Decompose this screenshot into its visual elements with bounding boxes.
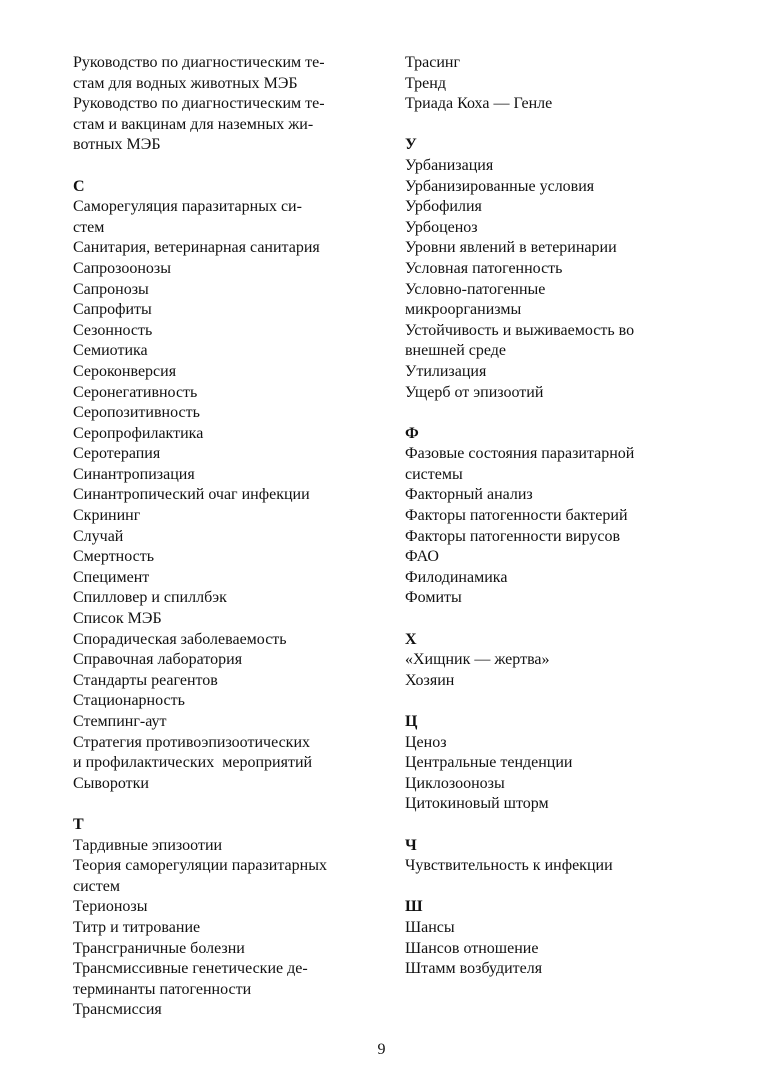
index-entry (405, 939, 695, 960)
index-entry-line: Семиотика (73, 342, 148, 360)
index-entry (73, 259, 373, 280)
section-letter-heading: Ф (405, 424, 419, 442)
index-entry-line: Фомиты (405, 589, 462, 607)
index-entry-line: Руководство по диагностическим те- (73, 95, 325, 113)
index-entry (73, 588, 373, 609)
index-entry (405, 527, 695, 548)
index-section (405, 630, 695, 692)
index-entry-line: Смертность (73, 548, 155, 566)
index-entry-line: Циклозоонозы (405, 774, 505, 792)
index-entry-line: системы (405, 465, 463, 483)
index-entry-line: Справочная лаборатория (73, 651, 243, 669)
index-entry-line: Трансмиссия (73, 1001, 162, 1019)
index-entry-line: Серопозитивность (73, 404, 200, 422)
index-entry-line: Руководство по диагностическим те- (73, 54, 325, 71)
index-entry-line: внешней среде (405, 342, 506, 360)
index-entry-line: Серотерапия (73, 445, 161, 463)
index-entry (405, 856, 695, 877)
section-letter-heading: Х (405, 630, 417, 648)
index-entry (73, 424, 373, 445)
index-entry-line: Урбофилия (405, 198, 482, 216)
index-entry-line: Филодинамика (405, 568, 508, 586)
index-entry (73, 280, 373, 301)
index-entry (405, 671, 695, 692)
index-section (405, 712, 695, 815)
index-entry-line: Триада Коха — Генле (405, 95, 553, 113)
index-entry (73, 568, 373, 589)
index-entry-line: Урбоценоз (405, 218, 478, 236)
index-entry (73, 897, 373, 918)
index-entry (405, 794, 695, 815)
index-entry-line: Спорадическая заболеваемость (73, 630, 287, 648)
index-entry-line: Серопрофилактика (73, 424, 204, 442)
index-entry (73, 774, 373, 795)
index-entry (405, 362, 695, 383)
index-entry (73, 465, 373, 486)
index-section-continued (405, 53, 695, 115)
index-entry-line: Ценоз (405, 733, 447, 751)
right-column (405, 53, 695, 980)
index-entry (405, 197, 695, 218)
index-entry-line: Теория саморегуляции паразитарных (73, 857, 327, 875)
index-entry (73, 836, 373, 857)
index-entry-line: Стемпинг-аут (73, 713, 167, 730)
index-entry-line: Список МЭБ (73, 610, 162, 628)
index-entry (405, 259, 695, 280)
index-entry (73, 1000, 373, 1021)
index-entry (73, 547, 373, 568)
section-letter-heading: Ш (405, 898, 423, 916)
index-entry-line: Трансграничные болезни (73, 939, 245, 957)
index-entry (73, 321, 373, 342)
index-entry (405, 506, 695, 527)
index-entry-line: Ущерб от эпизоотий (405, 383, 544, 401)
index-entry-line: Сапрозоонозы (73, 259, 171, 277)
index-entry-line: «Хищник — жертва» (405, 651, 550, 669)
index-entry-line: Уровни явлений в ветеринарии (405, 239, 617, 257)
section-letter-heading: С (73, 177, 85, 195)
index-section (405, 135, 695, 403)
index-entry (73, 650, 373, 671)
index-entry-line: Сыворотки (73, 774, 149, 792)
index-entry-line: систем (73, 877, 120, 895)
index-entry-line: Трансмиссивные генетические де- (73, 960, 308, 978)
index-entry (73, 609, 373, 630)
index-entry-line: Шансы (405, 918, 455, 936)
index-entry (73, 197, 373, 238)
index-entry-line: Серонегативность (73, 383, 198, 401)
index-entry-line: Тардивные эпизоотии (73, 836, 223, 854)
index-entry (405, 74, 695, 95)
index-entry-line: Факторы патогенности вирусов (405, 527, 621, 545)
index-entry (73, 300, 373, 321)
index-entry (73, 383, 373, 404)
index-entry-line: ФАО (405, 548, 439, 566)
index-entry-line: стем (73, 218, 105, 236)
index-entry (73, 403, 373, 424)
index-entry-line: стам для водных животных МЭБ (73, 74, 298, 92)
index-entry-line: Саморегуляция паразитарных си- (73, 198, 302, 216)
index-entry-line: Санитария, ветеринарная санитария (73, 239, 320, 257)
index-entry-line: Фазовые состояния паразитарной (405, 445, 635, 463)
index-entry (405, 733, 695, 754)
index-entry (73, 733, 373, 774)
index-entry (405, 918, 695, 939)
index-entry (73, 959, 373, 1000)
index-entry (73, 918, 373, 939)
section-letter-heading: Т (73, 815, 84, 833)
index-entry-line: и профилактических мероприятий (73, 754, 313, 772)
index-entry-line: Специмент (73, 568, 150, 586)
index-entry-line: Сезонность (73, 321, 153, 339)
section-letter-heading: Ц (405, 713, 418, 730)
index-entry (405, 568, 695, 589)
index-section-continued (73, 53, 373, 156)
index-entry-line: Сапрофиты (73, 301, 152, 319)
index-entry-line: Скрининг (73, 507, 141, 525)
index-entry (405, 485, 695, 506)
left-column (73, 53, 373, 1021)
index-entry-line: Шансов отношение (405, 939, 539, 957)
index-entry-line: Стационарность (73, 692, 185, 710)
index-entry-line: Сапронозы (73, 280, 149, 298)
index-entry-line: Штамм возбудителя (405, 960, 543, 978)
index-entry-line: Титр и титрование (73, 918, 201, 936)
index-entry-line: стам и вакцинам для наземных жи- (73, 115, 314, 133)
index-entry-line: Сероконверсия (73, 362, 177, 380)
index-entry (73, 506, 373, 527)
index-entry (73, 527, 373, 548)
index-entry (405, 177, 695, 198)
index-entry-line: Терионозы (73, 898, 148, 916)
index-entry-line: Стандарты реагентов (73, 671, 218, 689)
index-entry-line: Цитокиновый шторм (405, 795, 549, 813)
index-entry-line: Урбанизация (405, 156, 494, 174)
index-entry (405, 774, 695, 795)
index-entry-line: вотных МЭБ (73, 136, 161, 154)
index-entry (405, 444, 695, 485)
index-entry (73, 630, 373, 651)
index-entry (405, 280, 695, 321)
index-section (405, 897, 695, 979)
index-entry-line: Факторный анализ (405, 486, 533, 504)
index-entry (73, 238, 373, 259)
index-entry (405, 547, 695, 568)
index-entry-line: Случай (73, 527, 124, 545)
index-entry (73, 712, 373, 733)
index-entry (405, 383, 695, 404)
index-entry (73, 362, 373, 383)
index-entry-line: Хозяин (405, 671, 455, 689)
index-entry (73, 856, 373, 897)
index-entry (73, 53, 373, 94)
index-entry (405, 218, 695, 239)
index-entry (405, 238, 695, 259)
index-entry-line: Центральные тенденции (405, 754, 573, 772)
index-entry-line: Трасинг (405, 54, 461, 71)
index-entry (73, 341, 373, 362)
index-entry-line: Синантропизация (73, 465, 195, 483)
section-letter-heading: Ч (405, 836, 417, 854)
index-entry-line: Условно-патогенные (405, 280, 546, 298)
index-entry (405, 650, 695, 671)
index-entry-line: Урбанизированные условия (405, 177, 595, 195)
index-entry (73, 939, 373, 960)
index-entry-line: Тренд (405, 74, 446, 92)
index-entry-line: терминанты патогенности (73, 980, 252, 998)
index-entry (405, 53, 695, 74)
index-entry (405, 321, 695, 362)
index-entry-line: Факторы патогенности бактерий (405, 507, 628, 525)
index-entry (405, 959, 695, 980)
index-section (405, 836, 695, 877)
index-entry-line: Синантропический очаг инфекции (73, 486, 310, 504)
index-section (73, 815, 373, 1021)
index-entry (73, 671, 373, 692)
index-entry (73, 444, 373, 465)
index-entry-line: Спилловер и спиллбэк (73, 589, 227, 607)
index-entry (405, 753, 695, 774)
index-entry (405, 588, 695, 609)
index-entry (405, 156, 695, 177)
index-entry (73, 485, 373, 506)
index-entry-line: Условная патогенность (405, 259, 563, 277)
index-entry-line: Стратегия противоэпизоотических (73, 733, 311, 751)
index-entry-line: Чувствительность к инфекции (405, 857, 613, 875)
page-number: 9 (377, 1041, 386, 1058)
section-letter-heading: У (405, 136, 417, 154)
index-entry (73, 691, 373, 712)
index-entry-line: Утилизация (405, 362, 487, 380)
index-section (73, 177, 373, 795)
index-entry-line: Устойчивость и выживаемость во (405, 321, 635, 339)
index-section (405, 424, 695, 609)
index-entry (73, 94, 373, 156)
index-entry (405, 94, 695, 115)
index-entry-line: микроорганизмы (405, 301, 522, 319)
